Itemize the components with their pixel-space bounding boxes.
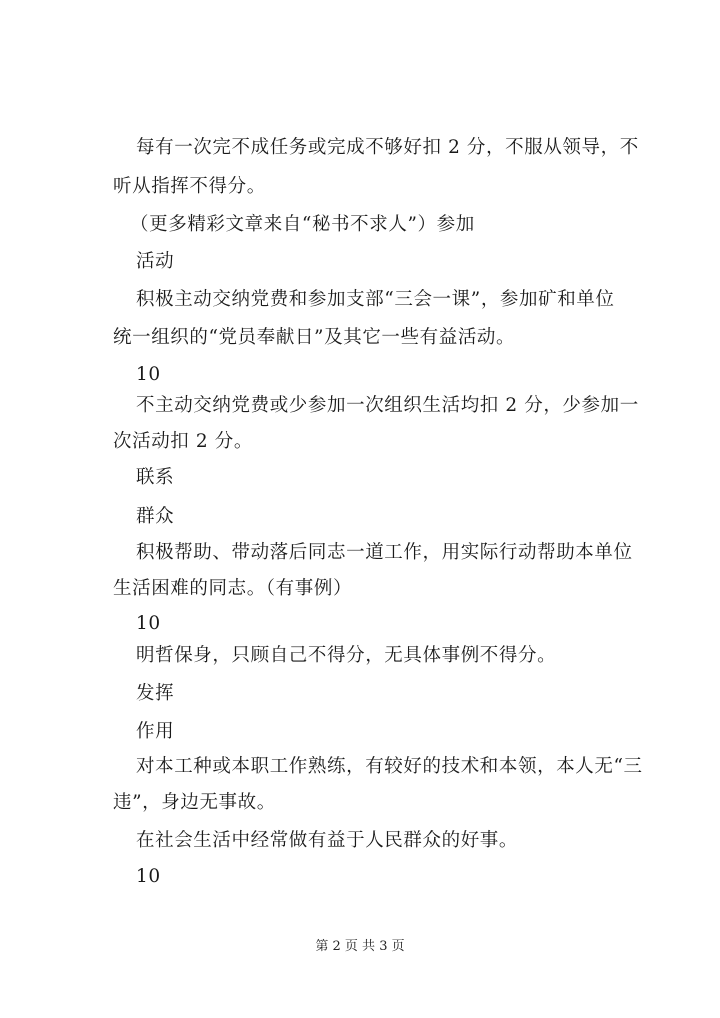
text-line: 在社会生活中经常做有益于人民群众的好事。 xyxy=(136,830,519,851)
text-line: 生活困难的同志。（有事例） xyxy=(113,578,353,599)
text-line: 违”，身边无事故。 xyxy=(113,792,276,813)
text-line: 对本工种或本职工作熟练，有较好的技术和本领，本人无“三 xyxy=(136,756,643,777)
text-line: 每有一次完不成任务或完成不够好扣 2 分，不服从领导，不 xyxy=(136,137,639,158)
text-line: 统一组织的“党员奉献日”及其它一些有益活动。 xyxy=(113,327,516,348)
text-line: 作用 xyxy=(136,721,175,742)
text-line: （更多精彩文章来自“秘书不求人”）参加 xyxy=(130,214,475,235)
text-line: 10 xyxy=(136,866,161,887)
text-line: 积极主动交纳党费和参加支部“三会一课”，参加矿和单位 xyxy=(136,289,615,310)
text-line: 听从指挥不得分。 xyxy=(113,176,266,197)
text-line: 10 xyxy=(136,613,161,634)
text-line: 活动 xyxy=(136,251,175,272)
text-line: 10 xyxy=(136,364,161,385)
text-line: 不主动交纳党费或少参加一次组织生活均扣 2 分，少参加一 xyxy=(136,395,639,416)
page-footer: 第 2 页 共 3 页 xyxy=(315,939,405,954)
text-line: 发挥 xyxy=(136,683,175,704)
text-line: 群众 xyxy=(136,506,175,527)
text-line: 积极帮助、带动落后同志一道工作，用实际行动帮助本单位 xyxy=(136,542,633,563)
text-line: 次活动扣 2 分。 xyxy=(113,431,253,452)
text-line: 明哲保身，只顾自己不得分，无具体事例不得分。 xyxy=(136,645,557,666)
text-line: 联系 xyxy=(136,467,175,488)
